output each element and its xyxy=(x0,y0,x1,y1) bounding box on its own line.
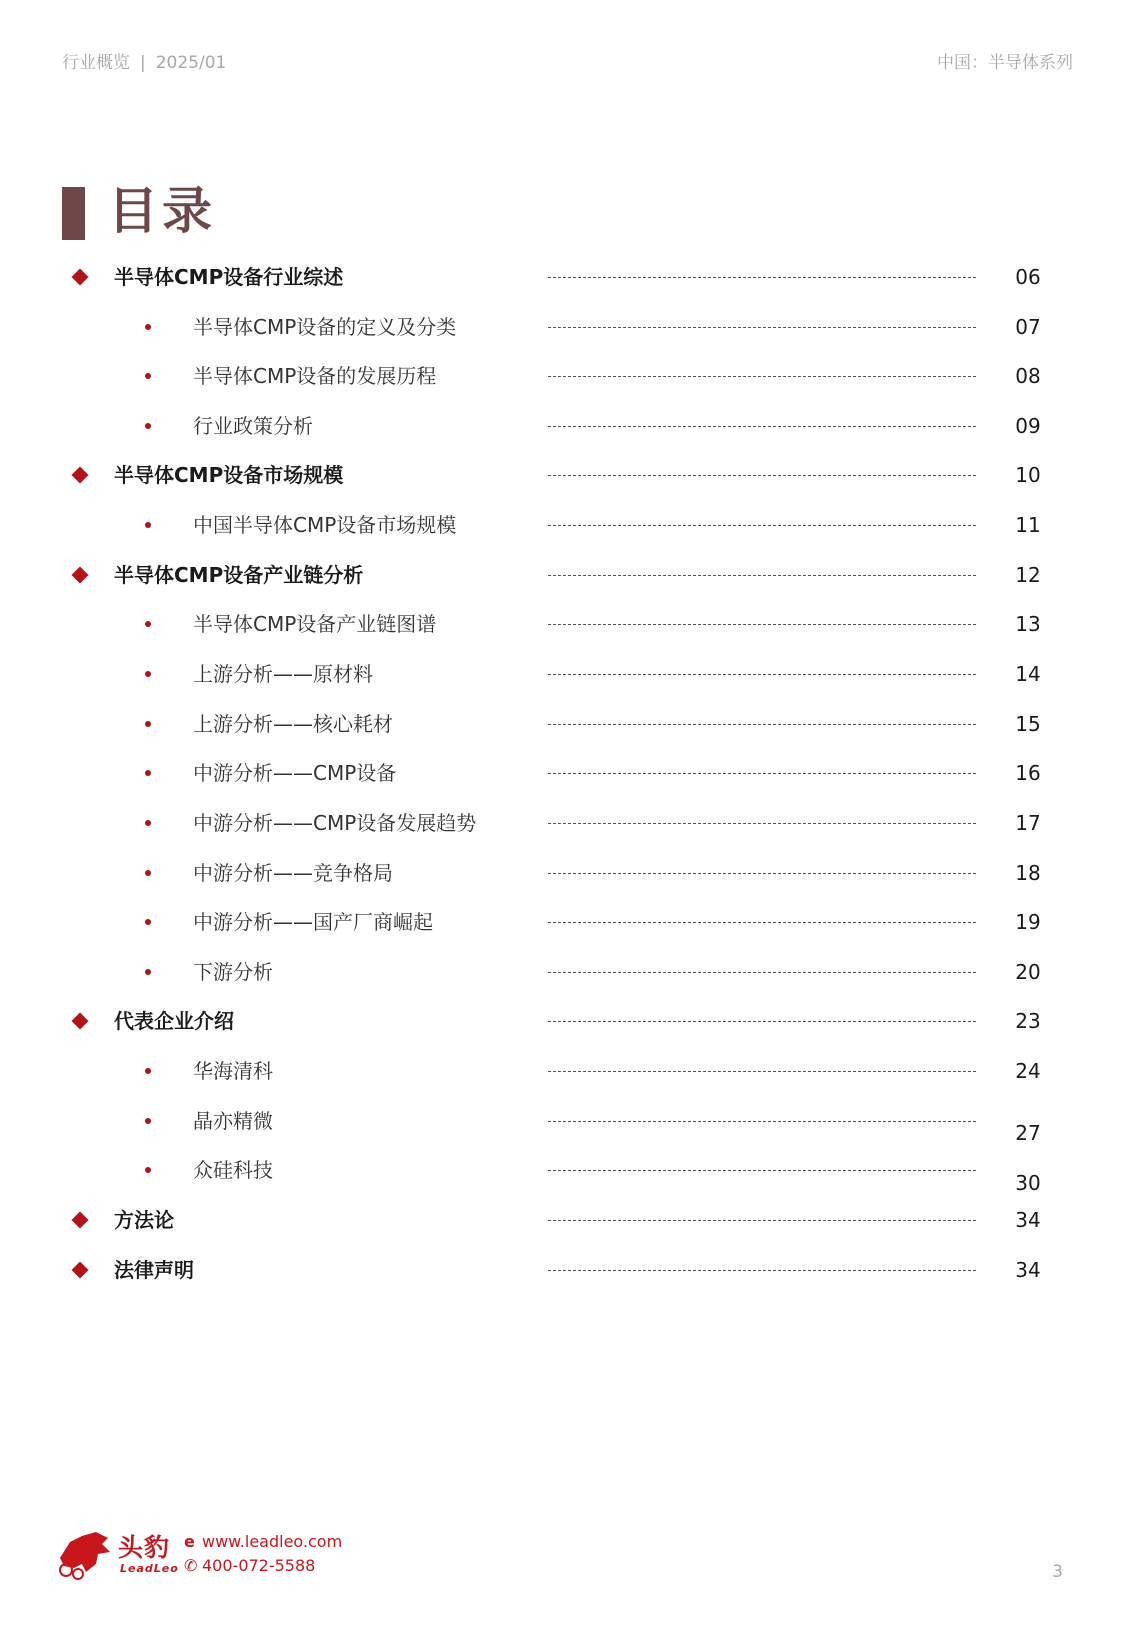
header-date: 2025/01 xyxy=(155,53,227,73)
toc-leader-line xyxy=(548,972,976,973)
toc-page-number: 06 xyxy=(1015,265,1041,289)
toc-leader-line xyxy=(548,575,976,576)
dot-bullet-icon xyxy=(145,770,151,776)
toc-page-number: 08 xyxy=(1015,364,1041,388)
toc-section[interactable] xyxy=(0,1006,1125,1036)
toc-label: 代表企业介绍 xyxy=(114,1009,234,1033)
toc-label: 行业政策分析 xyxy=(193,414,313,438)
toc-subsection[interactable] xyxy=(0,858,1125,888)
toc-leader-line xyxy=(548,525,976,526)
toc-label: 半导体CMP设备的定义及分类 xyxy=(193,315,457,339)
toc-page-number: 14 xyxy=(1015,662,1041,686)
toc-leader-line xyxy=(548,1121,976,1122)
dot-bullet-icon xyxy=(145,373,151,379)
toc-label: 华海清科 xyxy=(193,1059,273,1083)
toc-label: 中游分析——CMP设备 xyxy=(193,761,397,785)
dot-bullet-icon xyxy=(145,1118,151,1124)
toc-leader-line xyxy=(548,426,976,427)
toc-subsection[interactable] xyxy=(0,808,1125,838)
toc-leader-line xyxy=(548,277,976,278)
toc-subsection[interactable] xyxy=(0,957,1125,987)
toc-subsection[interactable] xyxy=(0,1155,1125,1195)
dot-bullet-icon xyxy=(145,721,151,727)
dot-bullet-icon xyxy=(145,1167,151,1173)
toc-subsection[interactable] xyxy=(0,609,1125,639)
toc-label: 中游分析——CMP设备发展趋势 xyxy=(193,811,477,835)
dot-bullet-icon xyxy=(145,870,151,876)
header-separator: | xyxy=(140,53,146,73)
toc-page-number: 19 xyxy=(1015,910,1041,934)
toc-page-number: 30 xyxy=(1015,1171,1041,1195)
toc-leader-line xyxy=(548,1021,976,1022)
website-link[interactable]: www.leadleo.com xyxy=(202,1532,343,1551)
toc-subsection[interactable] xyxy=(0,659,1125,689)
diamond-bullet-icon xyxy=(72,269,89,286)
toc-subsection[interactable] xyxy=(0,1106,1125,1145)
phone-number: 400-072-5588 xyxy=(202,1556,316,1575)
page-number: 3 xyxy=(1052,1562,1063,1582)
logo-english-name: LeadLeo xyxy=(120,1562,179,1575)
toc-section[interactable] xyxy=(0,1205,1125,1235)
toc-page-number: 27 xyxy=(1015,1121,1041,1145)
dot-bullet-icon xyxy=(145,969,151,975)
toc-label: 晶亦精微 xyxy=(193,1109,273,1133)
toc-subsection[interactable] xyxy=(0,361,1125,391)
toc-label: 半导体CMP设备行业综述 xyxy=(114,265,344,289)
toc-leader-line xyxy=(548,873,976,874)
diamond-bullet-icon xyxy=(72,1212,89,1229)
toc-leader-line xyxy=(548,1071,976,1072)
dot-bullet-icon xyxy=(145,522,151,528)
title-accent-bar xyxy=(62,187,85,240)
toc-label: 中国半导体CMP设备市场规模 xyxy=(193,513,457,537)
toc-subsection[interactable] xyxy=(0,312,1125,342)
dot-bullet-icon xyxy=(145,671,151,677)
diamond-bullet-icon xyxy=(72,567,89,584)
toc-label: 中游分析——竞争格局 xyxy=(193,861,393,885)
toc-section[interactable] xyxy=(0,1255,1125,1285)
diamond-bullet-icon xyxy=(72,1013,89,1030)
toc-label: 法律声明 xyxy=(114,1258,194,1282)
web-icon: e xyxy=(184,1532,195,1551)
toc-label: 半导体CMP设备产业链图谱 xyxy=(193,612,437,636)
toc-section[interactable] xyxy=(0,560,1125,590)
toc-page-number: 18 xyxy=(1015,861,1041,885)
toc-page-number: 09 xyxy=(1015,414,1041,438)
toc-label: 半导体CMP设备的发展历程 xyxy=(193,364,437,388)
phone-contact xyxy=(184,1556,315,1575)
toc-label: 中游分析——国产厂商崛起 xyxy=(193,910,433,934)
dot-bullet-icon xyxy=(145,621,151,627)
toc-leader-line xyxy=(548,1220,976,1221)
toc-page-number: 24 xyxy=(1015,1059,1041,1083)
toc-leader-line xyxy=(548,624,976,625)
logo-chinese-name: 头豹 xyxy=(118,1533,171,1562)
toc-label: 方法论 xyxy=(114,1208,174,1232)
toc-page-number: 34 xyxy=(1015,1258,1041,1282)
toc-leader-line xyxy=(548,724,976,725)
toc-page-number: 34 xyxy=(1015,1208,1041,1232)
toc-leader-line xyxy=(548,475,976,476)
toc-leader-line xyxy=(548,674,976,675)
toc-section[interactable] xyxy=(0,460,1125,490)
toc-page-number: 11 xyxy=(1015,513,1041,537)
toc-label: 上游分析——核心耗材 xyxy=(193,712,393,736)
dot-bullet-icon xyxy=(145,423,151,429)
toc-subsection[interactable] xyxy=(0,1056,1125,1086)
phone-icon: ✆ xyxy=(184,1556,198,1575)
toc-subsection[interactable] xyxy=(0,709,1125,739)
toc-leader-line xyxy=(548,773,976,774)
toc-page-number: 13 xyxy=(1015,612,1041,636)
toc-label: 上游分析——原材料 xyxy=(193,662,373,686)
toc-subsection[interactable] xyxy=(0,907,1125,937)
dot-bullet-icon xyxy=(145,919,151,925)
dot-bullet-icon xyxy=(145,820,151,826)
toc-page-number: 07 xyxy=(1015,315,1041,339)
website-contact xyxy=(184,1532,342,1551)
toc-leader-line xyxy=(548,376,976,377)
toc-page-number: 20 xyxy=(1015,960,1041,984)
toc-label: 下游分析 xyxy=(193,960,273,984)
toc-page-number: 23 xyxy=(1015,1009,1041,1033)
toc-leader-line xyxy=(548,1170,976,1171)
toc-leader-line xyxy=(548,823,976,824)
header-left xyxy=(62,48,226,73)
toc-section[interactable] xyxy=(0,262,1125,292)
toc-leader-line xyxy=(548,1270,976,1271)
toc-page-number: 15 xyxy=(1015,712,1041,736)
leopard-logo-icon xyxy=(56,1528,112,1580)
toc-leader-line xyxy=(548,922,976,923)
dot-bullet-icon xyxy=(145,324,151,330)
toc-page-number: 17 xyxy=(1015,811,1041,835)
toc-page-number: 12 xyxy=(1015,563,1041,587)
toc-label: 半导体CMP设备产业链分析 xyxy=(114,563,364,587)
toc-page-number: 16 xyxy=(1015,761,1041,785)
toc-label: 半导体CMP设备市场规模 xyxy=(114,463,344,487)
toc-subsection[interactable] xyxy=(0,758,1125,788)
diamond-bullet-icon xyxy=(72,1262,89,1279)
dot-bullet-icon xyxy=(145,1068,151,1074)
toc-leader-line xyxy=(548,327,976,328)
page-title: 目录 xyxy=(108,182,216,240)
toc-label: 众硅科技 xyxy=(193,1158,273,1182)
toc-subsection[interactable] xyxy=(0,510,1125,540)
toc-subsection[interactable] xyxy=(0,411,1125,441)
diamond-bullet-icon xyxy=(72,467,89,484)
header-category: 行业概览 xyxy=(62,53,130,73)
header-series: 中国：半导体系列 xyxy=(937,53,1073,73)
toc-page-number: 10 xyxy=(1015,463,1041,487)
